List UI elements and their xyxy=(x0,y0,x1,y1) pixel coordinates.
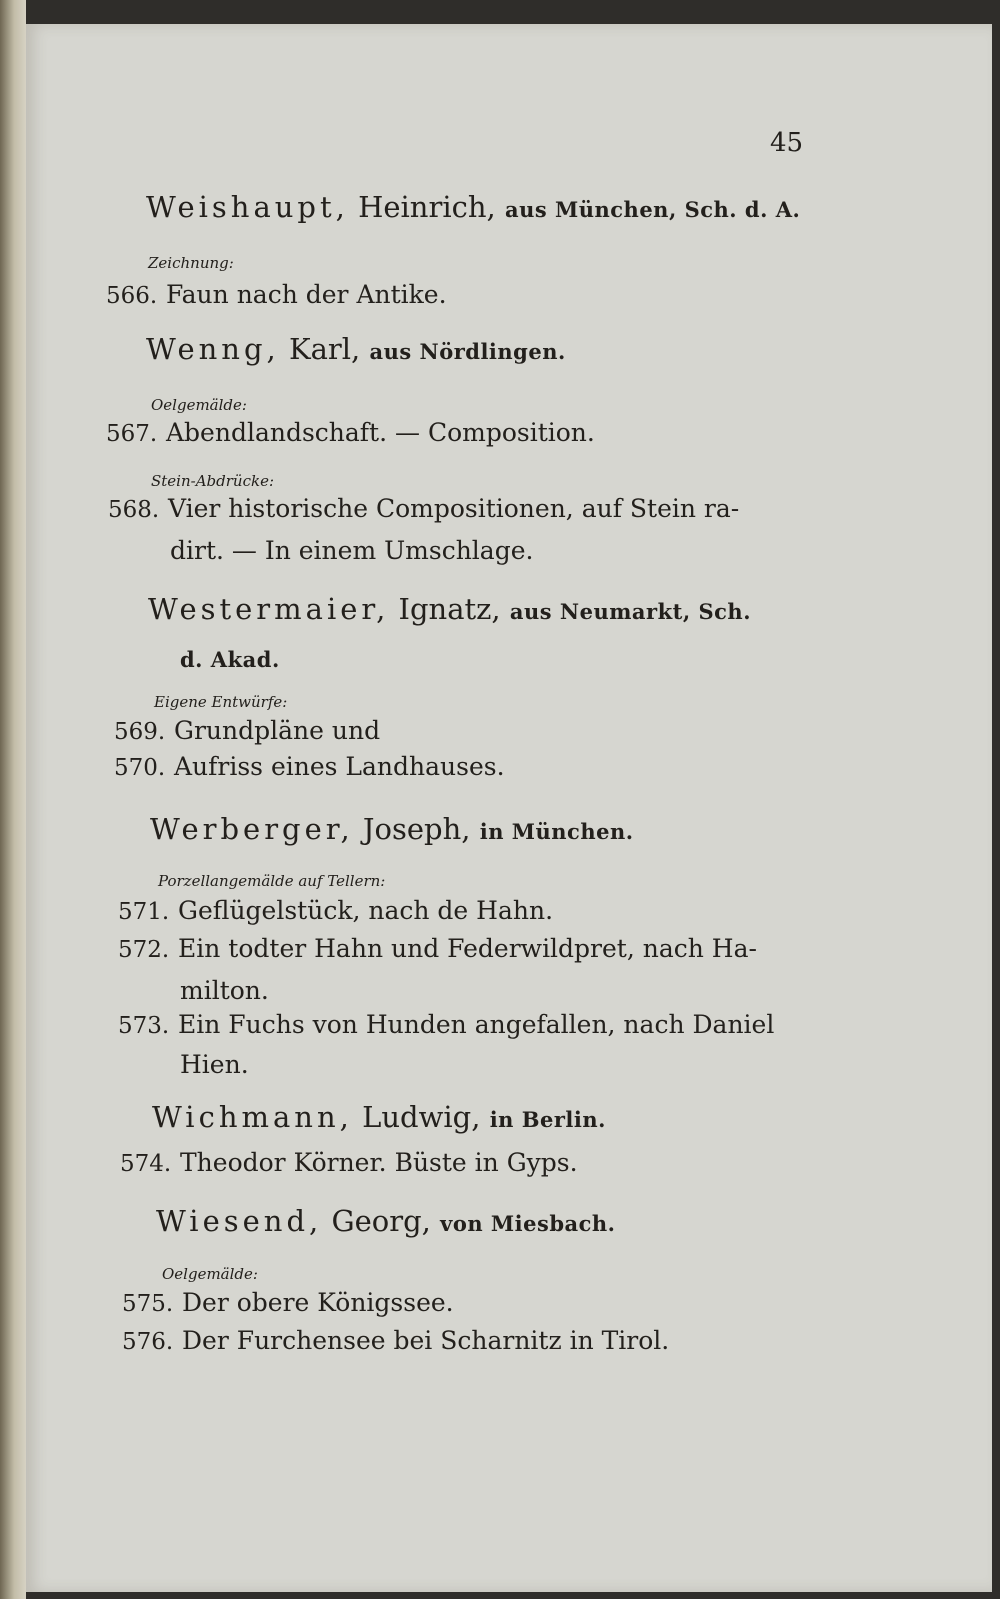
artist-heading-westermaier xyxy=(148,592,751,627)
artist-given-name: Georg, xyxy=(331,1204,431,1238)
category-label: Stein-Abdrücke: xyxy=(151,472,274,490)
catalog-entry xyxy=(118,934,757,965)
artist-given-name: Joseph, xyxy=(362,812,471,846)
entry-text: Vier historische Compositionen, auf Stein ra- xyxy=(168,494,740,523)
entry-number: 567. xyxy=(106,421,158,447)
artist-given-name: Karl, xyxy=(288,332,361,366)
catalog-entry xyxy=(114,716,380,747)
entry-number: 570. xyxy=(114,755,166,781)
entry-continuation: dirt. — In einem Umschlage. xyxy=(170,536,534,565)
catalog-entry xyxy=(120,1148,578,1179)
entry-number: 572. xyxy=(118,937,170,963)
catalog-entry xyxy=(118,1010,774,1041)
artist-given-name: Ignatz, xyxy=(398,592,501,626)
catalog-entry xyxy=(118,896,553,927)
artist-origin: aus Nördlingen. xyxy=(369,339,566,364)
entry-text: Theodor Körner. Büste in Gyps. xyxy=(180,1148,578,1177)
artist-heading-wiesend xyxy=(156,1204,615,1239)
artist-heading-wichmann xyxy=(152,1100,606,1135)
entry-text: Der Furchensee bei Scharnitz in Tirol. xyxy=(182,1326,670,1355)
artist-surname: Westermaier, xyxy=(148,592,390,626)
entry-number: 575. xyxy=(122,1291,174,1317)
entry-continuation: milton. xyxy=(180,976,269,1005)
entry-text: Ein Fuchs von Hunden angefallen, nach Daniel xyxy=(178,1010,775,1039)
artist-heading-wenng xyxy=(146,332,566,367)
artist-origin: aus München, Sch. d. A. xyxy=(504,197,801,222)
artist-surname: Werberger, xyxy=(150,812,354,846)
catalog-entry xyxy=(106,280,447,311)
entry-continuation: Hien. xyxy=(180,1050,249,1079)
artist-heading-werberger xyxy=(150,812,634,847)
category-label: Oelgemälde: xyxy=(162,1265,258,1283)
catalog-entry xyxy=(122,1326,669,1357)
entry-text: Grundpläne und xyxy=(174,716,381,745)
entry-number: 573. xyxy=(118,1013,170,1039)
entry-text: Faun nach der Antike. xyxy=(166,280,447,309)
catalog-entry xyxy=(122,1288,454,1319)
entry-text: Ein todter Hahn und Federwildpret, nach Ha- xyxy=(178,934,757,963)
artist-origin: d. Akad. xyxy=(180,647,280,672)
artist-origin: in München. xyxy=(479,819,634,844)
artist-heading-weishaupt xyxy=(146,190,800,225)
artist-origin-continuation xyxy=(180,640,280,675)
catalog-entry xyxy=(106,418,595,449)
entry-number: 566. xyxy=(106,283,158,309)
category-label: Oelgemälde: xyxy=(151,396,247,414)
artist-origin: aus Neumarkt, Sch. xyxy=(509,599,752,624)
entry-number: 574. xyxy=(120,1151,172,1177)
catalog-entry xyxy=(114,752,505,783)
entry-number: 571. xyxy=(118,899,170,925)
artist-surname: Wiesend, xyxy=(156,1204,323,1238)
page-number: 45 xyxy=(770,128,804,158)
artist-surname: Wenng, xyxy=(146,332,280,366)
artist-given-name: Heinrich, xyxy=(358,190,496,224)
category-label: Eigene Entwürfe: xyxy=(154,693,288,711)
category-label: Zeichnung: xyxy=(148,254,234,272)
entry-text: Geflügelstück, nach de Hahn. xyxy=(178,896,554,925)
catalog-entry xyxy=(108,494,739,525)
entry-text: Abendlandschaft. — Composition. xyxy=(166,418,595,447)
artist-surname: Wichmann, xyxy=(152,1100,353,1134)
artist-given-name: Ludwig, xyxy=(362,1100,481,1134)
artist-origin: in Berlin. xyxy=(489,1107,606,1132)
book-spine-edge xyxy=(0,0,26,1599)
entry-number: 569. xyxy=(114,719,166,745)
entry-number: 568. xyxy=(108,497,160,523)
entry-number: 576. xyxy=(122,1329,174,1355)
entry-text: Der obere Königssee. xyxy=(182,1288,454,1317)
entry-text: Aufriss eines Landhauses. xyxy=(174,752,505,781)
artist-origin: von Miesbach. xyxy=(440,1211,616,1236)
artist-surname: Weishaupt, xyxy=(146,190,349,224)
category-label: Porzellangemälde auf Tellern: xyxy=(158,872,386,890)
